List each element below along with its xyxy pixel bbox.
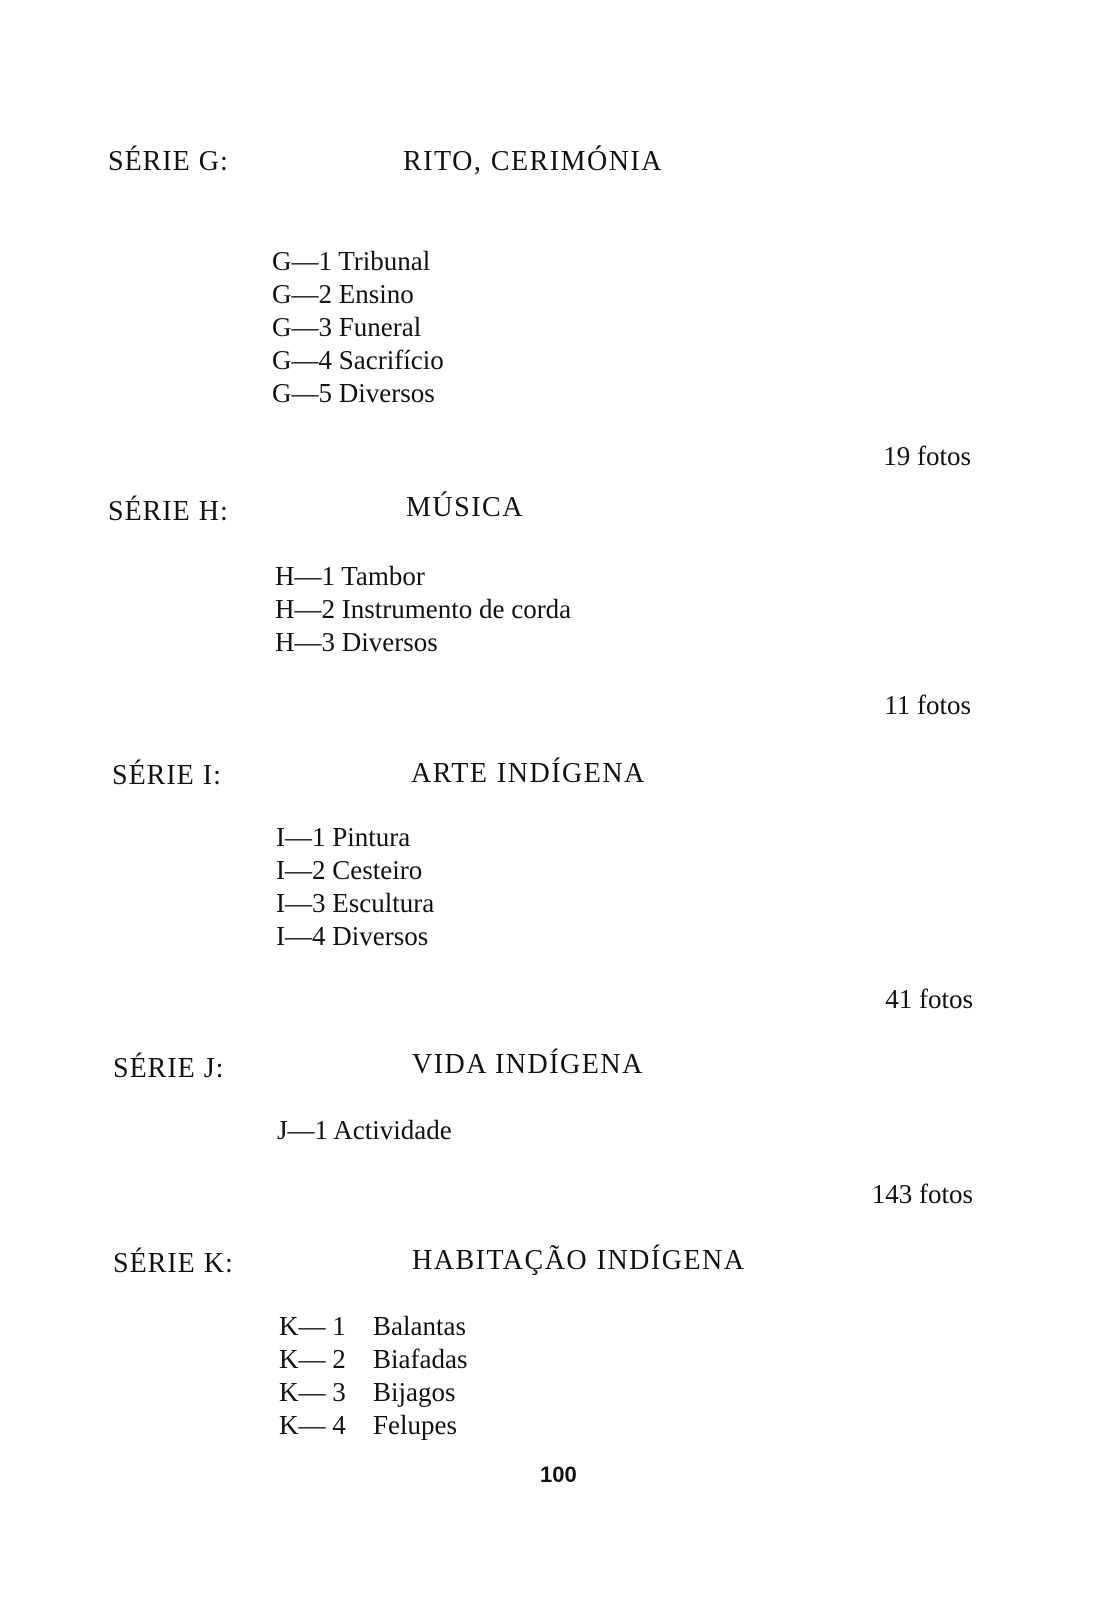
list-item: [279, 1376, 467, 1409]
list-item: [272, 245, 444, 278]
series-h-title: MÚSICA: [406, 492, 524, 523]
item-name: Sacrifício: [338, 345, 444, 375]
item-name: Balantas: [373, 1311, 466, 1341]
list-item: [279, 1310, 467, 1343]
item-name: Actividade: [333, 1115, 452, 1145]
list-item: [275, 593, 571, 626]
list-item: [272, 377, 444, 410]
series-h-items: [275, 560, 571, 659]
series-i-title: ARTE INDÍGENA: [411, 758, 646, 789]
series-h-label: SÉRIE H:: [108, 496, 229, 527]
item-code: J—1: [277, 1115, 329, 1145]
list-item: [272, 344, 444, 377]
list-item: [276, 887, 434, 920]
item-code: H—2: [275, 594, 335, 624]
list-item: [276, 854, 434, 887]
series-k-title: HABITAÇÃO INDÍGENA: [412, 1245, 746, 1276]
list-item: [279, 1409, 467, 1442]
list-item: [277, 1114, 452, 1147]
item-name: Diversos: [332, 921, 429, 951]
item-name: Funeral: [338, 312, 422, 342]
item-name: Escultura: [332, 888, 435, 918]
item-code: K— 2: [279, 1344, 346, 1374]
item-name: Biafadas: [373, 1344, 468, 1374]
series-i-items: [276, 821, 434, 953]
item-code: G—3: [272, 312, 332, 342]
item-name: Tribunal: [338, 246, 431, 276]
series-i-photo-count: 41 fotos: [885, 984, 973, 1014]
item-name: Felupes: [373, 1410, 457, 1440]
item-code: G—2: [272, 279, 332, 309]
item-name: Ensino: [338, 279, 414, 309]
series-g-label: SÉRIE G:: [108, 146, 229, 177]
series-k-items: [279, 1310, 467, 1442]
item-code: G—4: [272, 345, 332, 375]
list-item: [276, 821, 434, 854]
item-code: H—3: [275, 627, 335, 657]
series-k-label: SÉRIE K:: [113, 1248, 234, 1279]
list-item: [276, 920, 434, 953]
item-name: Instrumento de corda: [341, 594, 572, 624]
list-item: [272, 278, 444, 311]
series-h-photo-count: 11 fotos: [884, 690, 971, 720]
series-i-label: SÉRIE I:: [112, 760, 222, 791]
item-name: Bijagos: [373, 1377, 456, 1407]
series-j-photo-count: 143 fotos: [871, 1179, 973, 1209]
series-j-items: [277, 1114, 452, 1147]
item-name: Diversos: [341, 627, 438, 657]
series-g-items: [272, 245, 444, 410]
item-code: K— 3: [279, 1377, 346, 1407]
item-name: Tambor: [341, 561, 425, 591]
item-code: I—1: [276, 822, 326, 852]
item-code: G—5: [272, 378, 332, 408]
item-name: Diversos: [338, 378, 435, 408]
item-code: K— 4: [279, 1410, 346, 1440]
item-code: I—2: [276, 855, 326, 885]
item-code: K— 1: [279, 1311, 346, 1341]
series-j-label: SÉRIE J:: [113, 1053, 225, 1084]
list-item: [279, 1343, 467, 1376]
series-g-title: RITO, CERIMÓNIA: [403, 146, 663, 177]
item-code: I—3: [276, 888, 326, 918]
item-name: Cesteiro: [332, 855, 423, 885]
series-j-title: VIDA INDÍGENA: [412, 1049, 644, 1080]
item-code: G—1: [272, 246, 332, 276]
series-g-photo-count: 19 fotos: [883, 441, 971, 471]
item-code: H—1: [275, 561, 335, 591]
list-item: [272, 311, 444, 344]
item-code: I—4: [276, 921, 326, 951]
list-item: [275, 560, 571, 593]
item-name: Pintura: [332, 822, 411, 852]
page-number: 100: [540, 1462, 577, 1487]
list-item: [275, 626, 571, 659]
